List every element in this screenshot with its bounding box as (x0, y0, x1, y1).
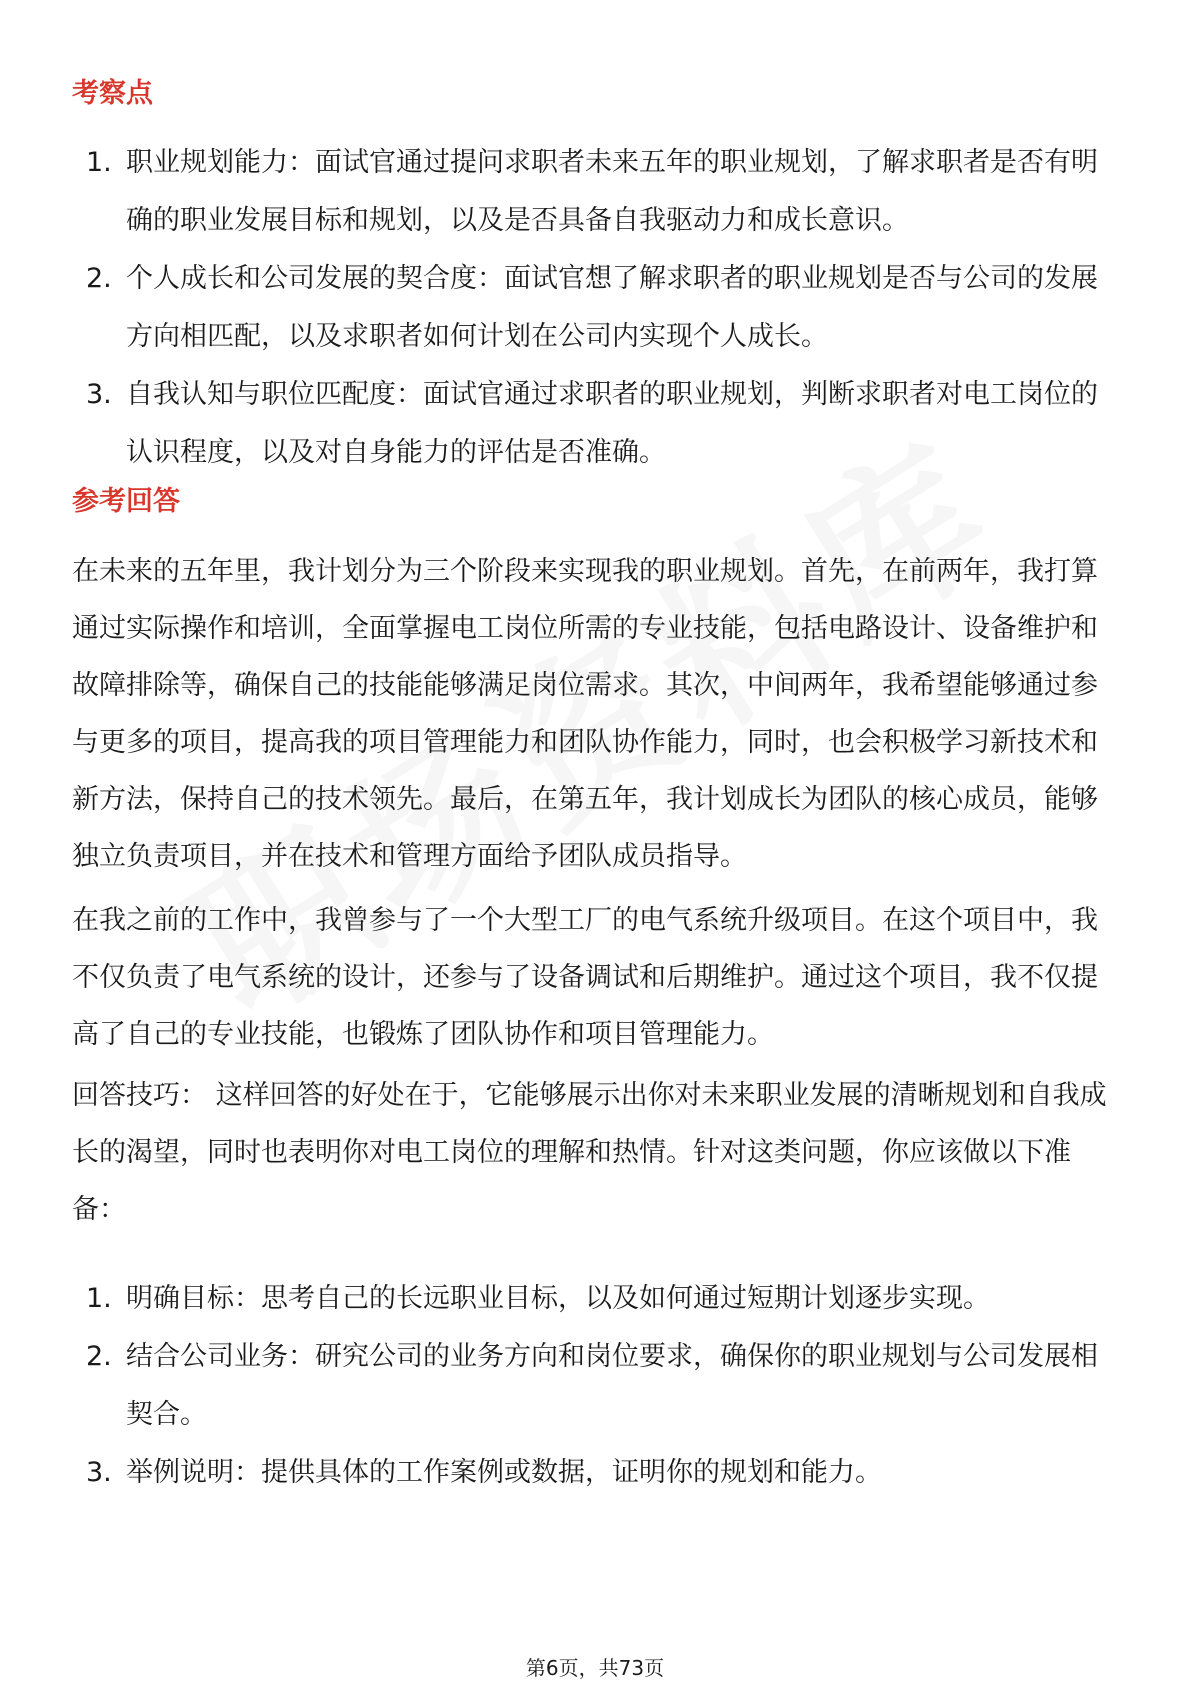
list-number: 1. (86, 147, 112, 178)
list-item (72, 1444, 1122, 1502)
answer-heading: 参考回答 (72, 486, 180, 517)
focus-heading: 考察点 (72, 78, 153, 109)
list-text: 举例说明：提供具体的工作案例或数据，证明你的规划和能力。 (126, 1457, 882, 1488)
list-item (72, 366, 1122, 482)
list-item (72, 134, 1122, 250)
list-text: 个人成长和公司发展的契合度：面试官想了解求职者的职业规划是否与公司的发展方向相匹配，以及求职者如何计划在公司内实现个人成长。 (126, 263, 1098, 352)
page-number: 第6页，共73页 (525, 1656, 665, 1680)
list-text: 自我认知与职位匹配度：面试官通过求职者的职业规划，判断求职者对电工岗位的认识程度，以及对自身能力的评估是否准确。 (126, 379, 1098, 468)
answer-paragraph: 在我之前的工作中，我曾参与了一个大型工厂的电气系统升级项目。在这个项目中，我不仅负责了电气系统的设计，还参与了设备调试和后期维护。通过这个项目，我不仅提高了自己的专业技能，也锻炼了团队协作和项目管理能力。 (72, 905, 1098, 1050)
list-item (72, 250, 1122, 366)
focus-list (72, 134, 1122, 482)
list-number: 3. (86, 1457, 112, 1488)
tips-list (72, 1270, 1122, 1502)
list-text: 职业规划能力：面试官通过提问求职者未来五年的职业规划，了解求职者是否有明确的职业发展目标和规划，以及是否具备自我驱动力和成长意识。 (126, 147, 1098, 236)
answer-paragraph: 回答技巧： 这样回答的好处在于，它能够展示出你对未来职业发展的清晰规划和自我成长的渴望，同时也表明你对电工岗位的理解和热情。针对这类问题，你应该做以下准备： (72, 1080, 1107, 1225)
list-number: 2. (86, 1341, 112, 1372)
list-number: 3. (86, 379, 112, 410)
answer-paragraph: 在未来的五年里，我计划分为三个阶段来实现我的职业规划。首先，在前两年，我打算通过实际操作和培训，全面掌握电工岗位所需的专业技能，包括电路设计、设备维护和故障排除等，确保自己的技能能够满足岗位需求。其次，中间两年，我希望能够通过参与更多的项目，提高我的项目管理能力和团队协作能力，同时，也会积极学习新技术和新方法，保持自己的技术领先。最后，在第五年，我计划成长为团队的核心成员，能够独立负责项目，并在技术和管理方面给予团队成员指导。 (72, 556, 1098, 872)
list-number: 2. (86, 263, 112, 294)
list-number: 1. (86, 1283, 112, 1314)
list-item (72, 1270, 1122, 1328)
list-text: 结合公司业务：研究公司的业务方向和岗位要求，确保你的职业规划与公司发展相契合。 (126, 1341, 1098, 1430)
list-text: 明确目标：思考自己的长远职业目标，以及如何通过短期计划逐步实现。 (126, 1283, 990, 1314)
list-item (72, 1328, 1122, 1444)
